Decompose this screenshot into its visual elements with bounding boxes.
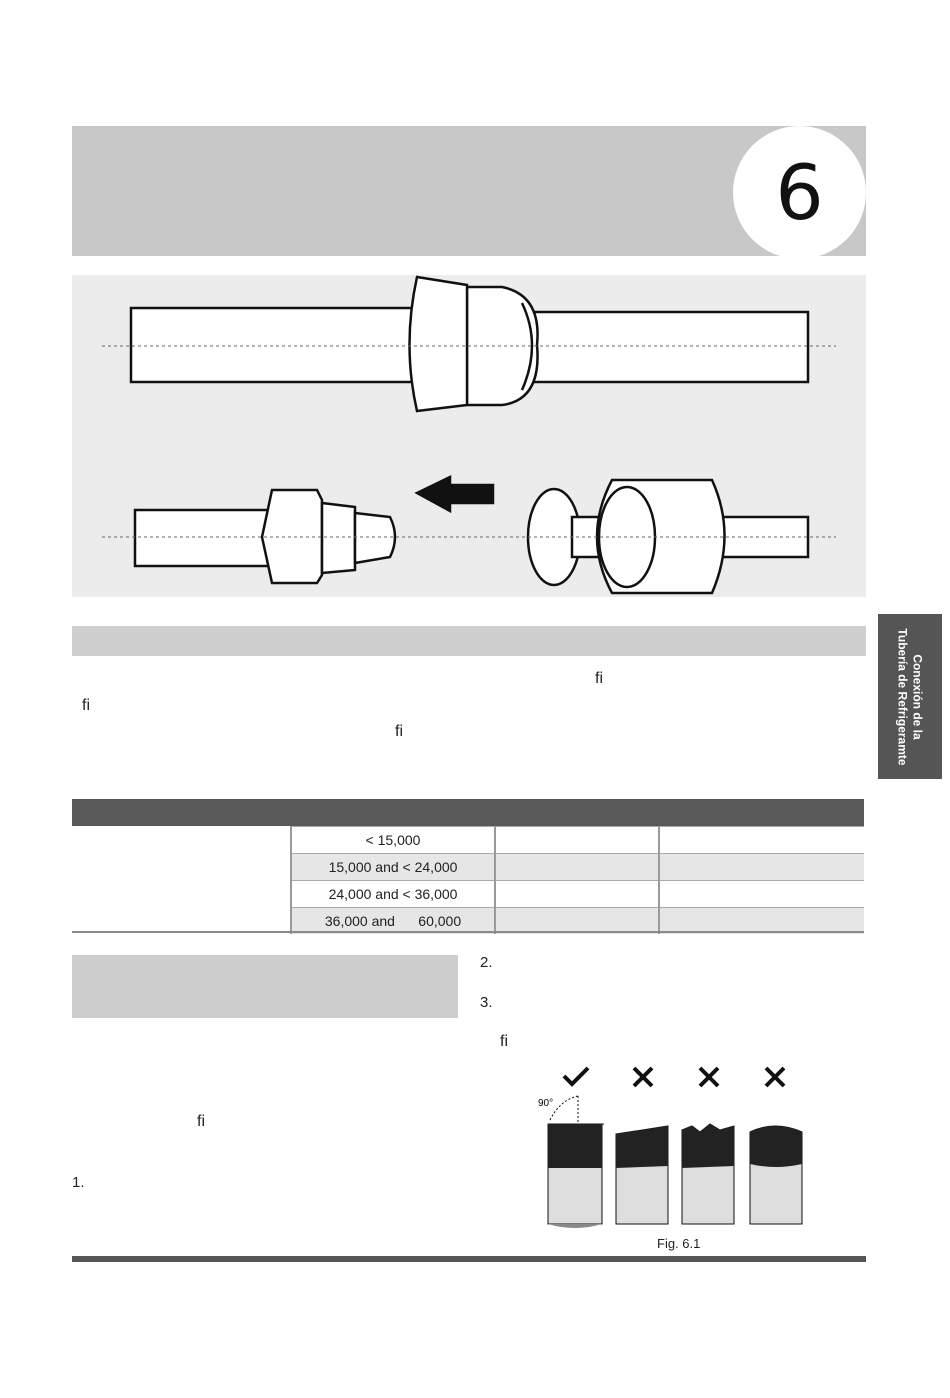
ligature-fi: fi <box>197 1113 205 1130</box>
cross-icon <box>766 1068 784 1086</box>
step-1-number: 1. <box>72 1174 85 1191</box>
step-3-number: 3. <box>480 994 493 1011</box>
capacity-cell: 36,000 and 60,000 <box>291 908 495 935</box>
pipe-angled-cut <box>616 1126 668 1224</box>
left-pipe <box>131 308 431 382</box>
ligature-fi: fi <box>500 1033 508 1050</box>
flare-nut-body <box>467 287 538 405</box>
table-bottom-rule <box>72 931 864 933</box>
pipe-cut-figure <box>530 1060 820 1235</box>
side-tab-line2: Tubería de Refrigeramte <box>896 627 910 766</box>
ligature-fi: fi <box>82 697 90 714</box>
angle-label: 90° <box>538 1098 554 1109</box>
chapter-number: 6 <box>733 126 866 259</box>
table-cell <box>495 881 659 908</box>
section-heading-bar <box>72 626 866 656</box>
left-arrow-icon <box>417 477 493 511</box>
step-2-number: 2. <box>480 954 493 971</box>
figure-caption: Fig. 6.1 <box>657 1236 701 1251</box>
capacity-cell: 15,000 and < 24,000 <box>291 854 495 881</box>
flare-tip <box>355 513 395 563</box>
threaded-section <box>322 503 355 573</box>
ligature-fi: fi <box>595 670 603 687</box>
right-pipe <box>522 312 808 382</box>
side-tab-line1: Conexión de la <box>911 653 925 740</box>
pipe-jagged-cut <box>682 1124 734 1224</box>
step-note-box <box>72 955 458 1018</box>
cross-icon <box>700 1068 718 1086</box>
table-cell <box>659 854 864 881</box>
ligature-fi: fi <box>395 723 403 740</box>
capacity-table <box>72 826 864 934</box>
page-bottom-rule <box>72 1256 866 1262</box>
capacity-cell: < 15,000 <box>291 827 495 854</box>
table-cell <box>659 881 864 908</box>
hex-nut <box>410 277 468 411</box>
table-header <box>72 799 864 826</box>
check-icon <box>564 1068 588 1084</box>
flare-connection-illustration <box>72 275 866 597</box>
table-cell <box>659 827 864 854</box>
pipe-correct-cut <box>548 1124 602 1228</box>
pipe-deformed-cut <box>750 1126 802 1224</box>
table-cell <box>495 854 659 881</box>
pipe-flare-drawing <box>72 275 866 597</box>
capacity-cell: 24,000 and < 36,000 <box>291 881 495 908</box>
chapter-side-tab <box>878 614 942 779</box>
cross-icon <box>634 1068 652 1086</box>
table-cell <box>72 827 291 935</box>
table-row <box>72 827 864 854</box>
table-cell <box>495 827 659 854</box>
